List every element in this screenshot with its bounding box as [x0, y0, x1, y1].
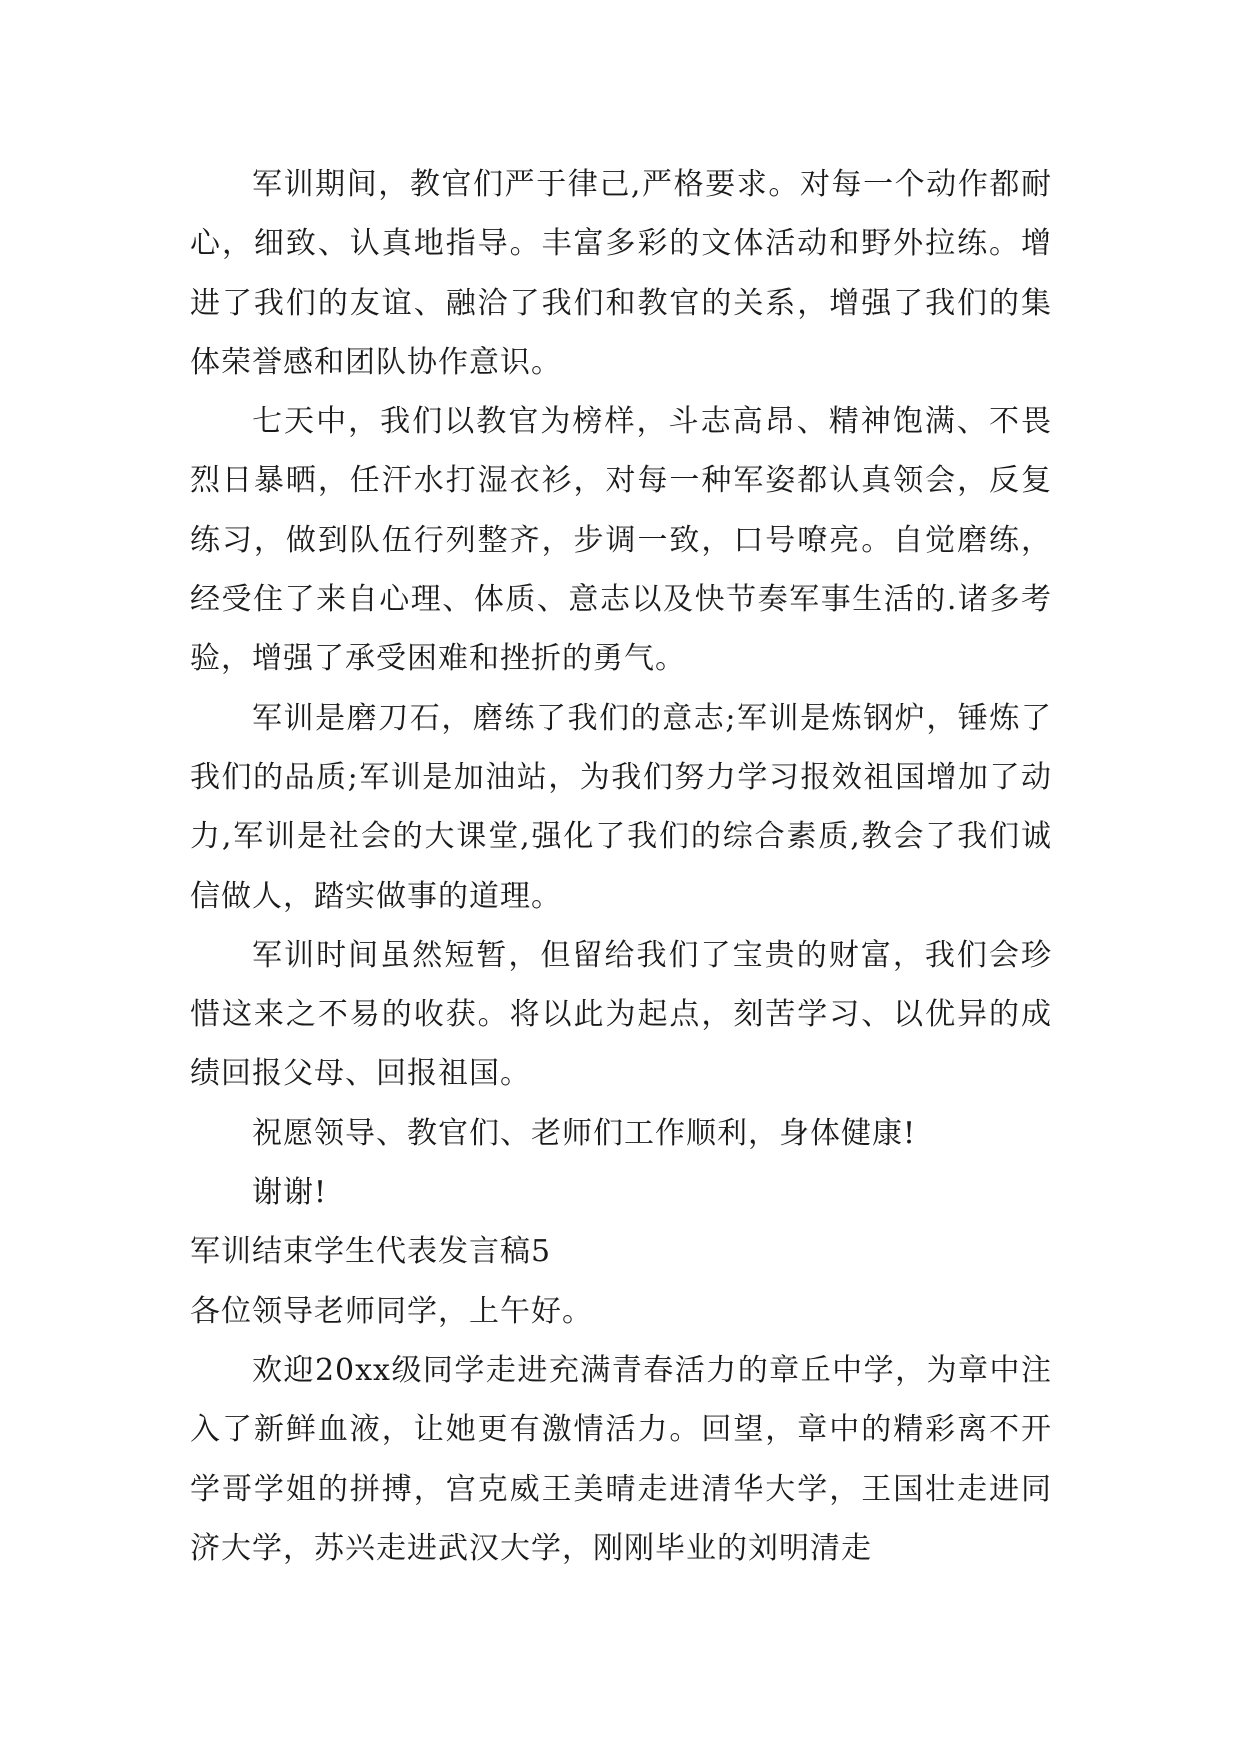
salutation: 各位领导老师同学，上午好。 — [190, 1293, 593, 1329]
document-body — [190, 155, 1052, 1578]
paragraph-short-time: 军训时间虽然短暂，但留给我们了宝贵的财富，我们会珍惜这来之不易的收获。将以此为起点，刻苦学习、以优异的成绩回报父母、回报祖国。 — [190, 937, 1052, 1092]
paragraph-welcome: 欢迎20xx级同学走进充满青春活力的章丘中学，为章中注入了新鲜血液，让她更有激情活力。回望，章中的精彩离不开学哥学姐的拼搏，宫克威王美晴走进清华大学，王国壮走进同济大学，苏兴走进武汉大学，刚刚毕业的刘明清走 — [190, 1352, 1052, 1566]
paragraph-training-metaphors: 军训是磨刀石，磨练了我们的意志;军训是炼钢炉，锤炼了我们的品质;军训是加油站，为我们努力学习报效祖国增加了动力,军训是社会的大课堂,强化了我们的综合素质,教会了我们诚信做人，踏实做事的道理。 — [190, 700, 1052, 914]
section-heading: 军训结束学生代表发言稿5 — [190, 1234, 552, 1270]
paragraph-training-instructors: 军训期间，教官们严于律己,严格要求。对每一个动作都耐心，细致、认真地指导。丰富多彩的文体活动和野外拉练。增进了我们的友谊、融洽了我们和教官的关系，增强了我们的集体荣誉感和团队协作意识。 — [190, 167, 1052, 380]
paragraph-seven-days: 七天中，我们以教官为榜样，斗志高昂、精神饱满、不畏烈日暴晒，任汗水打湿衣衫，对每一种军姿都认真领会，反复练习，做到队伍行列整齐，步调一致，口号嘹亮。自觉磨练，经受住了来自心理、体质、意志以及快节奏军事生活的.诸多考验，增强了承受困难和挫折的勇气。 — [190, 404, 1052, 677]
paragraph-wishes: 祝愿领导、教官们、老师们工作顺利，身体健康! — [252, 1115, 917, 1151]
paragraph-thanks: 谢谢! — [252, 1175, 328, 1211]
